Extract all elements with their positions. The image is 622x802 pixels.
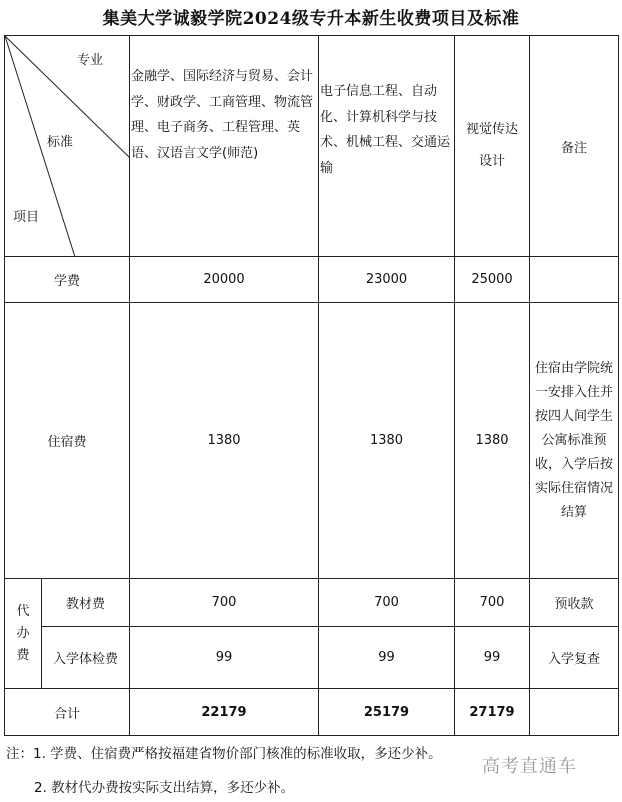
major-group-3 bbox=[455, 36, 530, 257]
tuition-value-3: 25000 bbox=[455, 257, 530, 303]
note-line-1 bbox=[6, 742, 442, 762]
tuition-label: 学费 bbox=[5, 257, 130, 303]
books-value-2: 700 bbox=[319, 579, 455, 627]
agency-fee-group bbox=[5, 579, 42, 689]
medical-value-1: 99 bbox=[130, 627, 319, 689]
medical-value-2: 99 bbox=[319, 627, 455, 689]
tuition-value-2: 23000 bbox=[319, 257, 455, 303]
total-row bbox=[5, 689, 619, 736]
diag-label-item: 项目 bbox=[13, 210, 40, 225]
agency-fee-label: 代办费 bbox=[16, 603, 30, 663]
major-group-2: 电子信息工程、自动化、计算机科学与技术、机械工程、交通运输 bbox=[319, 36, 455, 257]
diag-label-standard: 标准 bbox=[47, 135, 74, 150]
total-value-3: 27179 bbox=[455, 689, 530, 736]
fee-table bbox=[4, 35, 619, 736]
header-row bbox=[5, 36, 619, 257]
note-1: 1. 学费、住宿费严格按福建省物价部门核准的标准收取，多还少补。 bbox=[33, 746, 442, 762]
diagonal-header-cell bbox=[5, 36, 130, 257]
diag-label-major: 专业 bbox=[77, 53, 104, 68]
lodging-value-1: 1380 bbox=[130, 303, 319, 579]
books-value-3: 700 bbox=[455, 579, 530, 627]
medical-note: 入学复查 bbox=[530, 627, 619, 689]
remarks-header: 备注 bbox=[530, 36, 619, 257]
lodging-value-2: 1380 bbox=[319, 303, 455, 579]
medical-row bbox=[5, 627, 619, 689]
lodging-value-3: 1380 bbox=[455, 303, 530, 579]
total-value-1: 22179 bbox=[130, 689, 319, 736]
medical-label: 入学体检费 bbox=[42, 627, 130, 689]
major-group-3-label: 视觉传达设计 bbox=[465, 122, 518, 169]
note-2: 2. 教材代办费按实际支出结算，多还少补。 bbox=[34, 780, 295, 796]
books-label: 教材费 bbox=[42, 579, 130, 627]
medical-value-3: 99 bbox=[455, 627, 530, 689]
total-note bbox=[530, 689, 619, 736]
books-row bbox=[5, 579, 619, 627]
note-line-2 bbox=[34, 776, 294, 796]
total-label: 合计 bbox=[5, 689, 130, 736]
page-title: 集美大学诚毅学院2024级专升本新生收费项目及标准 bbox=[102, 9, 520, 29]
tuition-value-1: 20000 bbox=[130, 257, 319, 303]
tuition-row bbox=[5, 257, 619, 303]
books-value-1: 700 bbox=[130, 579, 319, 627]
major-group-1: 金融学、国际经济与贸易、会计学、财政学、工商管理、物流管理、电子商务、工程管理、英语、汉语言文学(师范) bbox=[130, 36, 319, 257]
total-value-2: 25179 bbox=[319, 689, 455, 736]
lodging-note: 住宿由学院统一安排入住并按四人间学生公寓标准预收，入学后按实际住宿情况结算 bbox=[530, 303, 619, 579]
lodging-row bbox=[5, 303, 619, 579]
books-note: 预收款 bbox=[530, 579, 619, 627]
note-prefix: 注： bbox=[6, 746, 33, 762]
tuition-note bbox=[530, 257, 619, 303]
lodging-label: 住宿费 bbox=[5, 303, 130, 579]
watermark: 高考直通车 bbox=[482, 756, 577, 777]
